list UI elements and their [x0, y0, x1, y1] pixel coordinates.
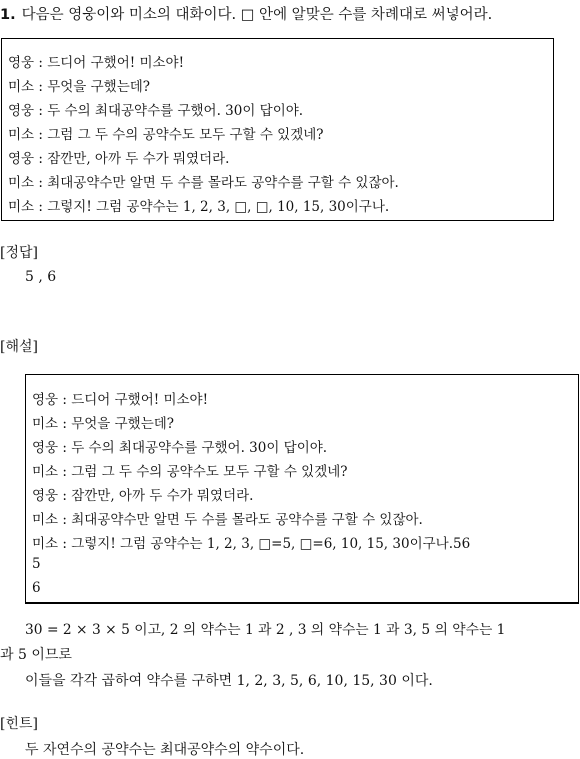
dialogue-line: 미소 : 그렇지! 그럼 공약수는 1, 2, 3, □, □, 10, 15, 30이구나. [8, 199, 390, 215]
question-number: 1. [0, 7, 16, 23]
explanation-line: 6 [32, 580, 41, 596]
explanation-line: 영웅 : 잠깐만, 아까 두 수가 뭐였더라. [32, 488, 254, 504]
dialogue-line: 영웅 : 드디어 구했어! 미소야! [8, 55, 185, 71]
hint-text: 두 자연수의 공약수는 최대공약수의 약수이다. [25, 742, 305, 758]
explanation-line: 미소 : 최대공약수만 알면 두 수를 몰라도 공약수를 구할 수 있잖아. [32, 512, 423, 528]
dialogue-line: 미소 : 무엇을 구했는데? [8, 79, 151, 95]
explanation-line: 미소 : 무엇을 구했는데? [32, 416, 175, 432]
explanation-text-line: 이들을 각각 곱하여 약수를 구하면 1, 2, 3, 5, 6, 10, 15, 30 이다. [25, 673, 433, 689]
dialogue-line: 미소 : 최대공약수만 알면 두 수를 몰라도 공약수를 구할 수 있잖아. [8, 175, 399, 191]
explanation-dialogue-box [25, 374, 579, 604]
explanation-line: 미소 : 그렇지! 그럼 공약수는 1, 2, 3, □=5, □=6, 10, 15, 30이구나.56 [32, 536, 471, 552]
explanation-line: 영웅 : 드디어 구했어! 미소야! [32, 392, 209, 408]
explanation-line: 영웅 : 두 수의 최대공약수를 구했어. 30이 답이야. [32, 440, 328, 456]
explanation-line: 5 [32, 556, 41, 572]
hint-label: [힌트] [0, 716, 38, 732]
dialogue-line: 미소 : 그럼 그 두 수의 공약수도 모두 구할 수 있겠네? [8, 127, 324, 143]
question-text: 다음은 영웅이와 미소의 대화이다. □ 안에 알맞은 수를 차례대로 써넣어라. [21, 7, 493, 23]
dialogue-line: 영웅 : 잠깐만, 아까 두 수가 뭐였더라. [8, 151, 230, 167]
explanation-text-line: 30 = 2 × 3 × 5 이고, 2 의 약수는 1 과 2 , 3 의 약수는 1 과 3, 5 의 약수는 1 [25, 622, 506, 638]
answer-label: [정답] [0, 245, 38, 261]
question-title [0, 3, 492, 24]
dialogue-box [1, 38, 554, 221]
explanation-label: [해설] [0, 339, 38, 355]
explanation-text-line: 과 5 이므로 [0, 647, 72, 663]
explanation-line: 미소 : 그럼 그 두 수의 공약수도 모두 구할 수 있겠네? [32, 464, 348, 480]
dialogue-line: 영웅 : 두 수의 최대공약수를 구했어. 30이 답이야. [8, 103, 304, 119]
answer-value: 5 , 6 [25, 269, 57, 285]
